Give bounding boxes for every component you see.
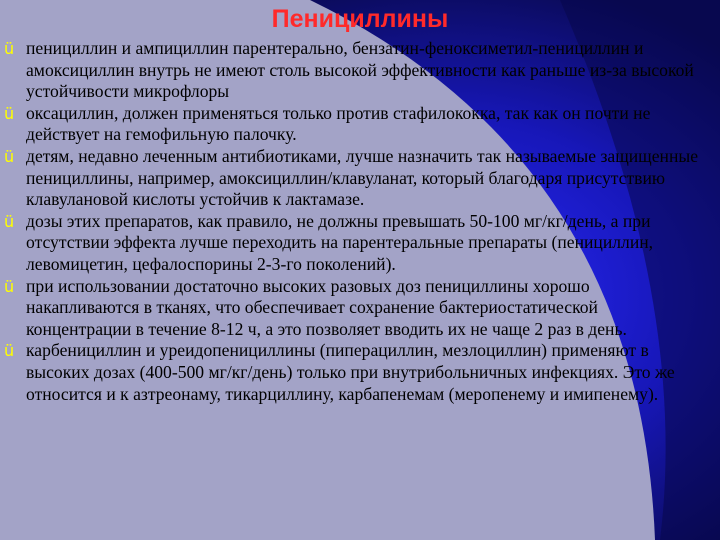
checkmark-icon: ü <box>4 341 15 361</box>
checkmark-icon: ü <box>4 146 15 166</box>
bullet-text: карбенициллин и уреидопенициллины (пиперациллин, мезлоциллин) применяют в высоких дозах (400-500 мг/кг/день) только при внутрибольничных инфекциях. Это же относится и к азтреонаму, тикарциллину, карбапенемам (меропенему и имипенему). <box>26 340 675 404</box>
bullet-item <box>4 211 704 276</box>
bullet-list <box>4 38 704 405</box>
bullet-item <box>4 340 704 405</box>
bullet-text: детям, недавно леченным антибиотиками, лучше назначить так называемые защищенные пенициллины, например, амоксициллин/клавуланат, который благодаря присутствию клавулановой кислоты устойчив к лактамазе. <box>26 145 698 210</box>
checkmark-icon: ü <box>4 103 15 123</box>
bullet-text: пенициллин и ампициллин парентерально, бензатин-феноксиметил-пенициллин и амоксициллин внутрь не имеют столь высокой эффективности как раньше из-за высокой устойчивости микрофлоры <box>26 38 694 102</box>
bullet-item <box>4 103 704 146</box>
checkmark-icon: ü <box>4 39 15 58</box>
checkmark-icon: ü <box>4 211 15 231</box>
bullet-item <box>4 146 704 211</box>
bullet-item <box>4 38 704 103</box>
bullet-item <box>4 276 704 341</box>
bullet-text: оксациллин, должен применяться только против стафилококка, так как он почти не действует на гемофильную палочку. <box>26 102 651 145</box>
checkmark-icon: ü <box>4 276 15 296</box>
bullet-text: при использовании достаточно высоких разовых доз пенициллины хорошо накапливаются в тканях, что обеспечивает сохранение бактериостатической концентрации в течение 8-12 ч, а это позволяет вводить их не чаще 2 раз в день. <box>26 275 627 339</box>
slide-title: Пенициллины <box>271 5 449 33</box>
bullet-text: дозы этих препаратов, как правило, не должны превышать 50-100 мг/кг/день, а при отсутствии эффекта лучше переходить на парентеральные препараты (пенициллин, левомицетин, цефалоспорины 2-3-го поколений). <box>26 210 654 274</box>
